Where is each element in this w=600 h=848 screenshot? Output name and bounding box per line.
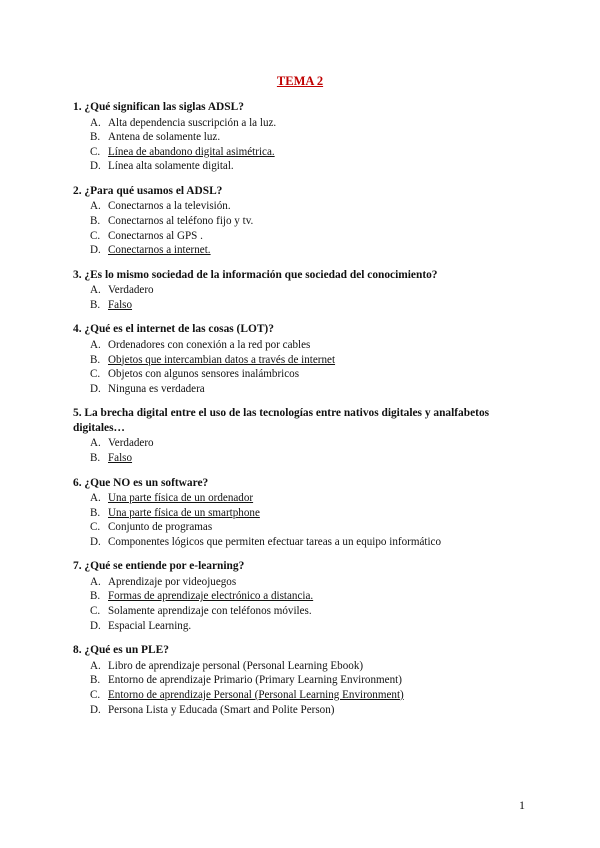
option-letter: A. (90, 575, 101, 588)
question-block (73, 559, 543, 633)
answer-option (73, 199, 543, 214)
option-text: Línea alta solamente digital. (108, 160, 234, 173)
option-letter: D. (90, 535, 101, 548)
answer-option (73, 353, 543, 368)
option-text: Conjunto de programas (108, 521, 213, 534)
question-text: 8. ¿Qué es un PLE? (73, 644, 169, 657)
correct-answer-text: Conectarnos a internet. (108, 244, 211, 257)
option-letter: B. (90, 353, 101, 366)
correct-answer-text: Falso (108, 451, 133, 464)
answer-option (73, 491, 543, 506)
option-letter: B. (90, 298, 101, 311)
option-text: Conectarnos al teléfono fijo y tv. (108, 214, 254, 227)
answer-option (73, 436, 543, 451)
question-block (73, 322, 543, 396)
answer-option (73, 338, 543, 353)
option-text: Persona Lista y Educada (Smart and Polite Person) (108, 703, 335, 716)
option-letter: D. (90, 619, 101, 632)
option-letter: A. (90, 284, 101, 297)
option-text: Solamente aprendizaje con teléfonos móviles. (108, 605, 312, 618)
answer-option (73, 159, 543, 174)
option-text: Antena de solamente luz. (108, 131, 221, 144)
option-letter: C. (90, 521, 101, 534)
option-text: Ordenadores con conexión a la red por cables (108, 338, 311, 351)
answer-option (73, 382, 543, 397)
answer-option (73, 673, 543, 688)
question-text: 5. La brecha digital entre el uso de las tecnologías entre nativos digitales y analfabetos digitales… (73, 407, 490, 434)
option-letter: D. (90, 382, 101, 395)
option-text: Alta dependencia suscripción a la luz. (108, 116, 277, 129)
answer-options (73, 575, 543, 633)
option-letter: B. (90, 214, 101, 227)
question-text: 3. ¿Es lo mismo sociedad de la información que sociedad del conocimiento? (73, 268, 438, 281)
option-letter: A. (90, 492, 101, 504)
option-text: Entorno de aprendizaje Primario (Primary Learning Environment) (108, 674, 402, 687)
answer-option (73, 298, 543, 313)
answer-option (73, 604, 543, 619)
answer-options (73, 283, 543, 312)
answer-option (73, 688, 543, 703)
correct-answer-text: Objetos que intercambian datos a través de internet (108, 353, 336, 366)
answer-option (73, 243, 543, 258)
option-letter: C. (90, 605, 101, 618)
correct-answer-text: Falso (108, 298, 133, 311)
option-letter: B. (90, 674, 101, 687)
option-letter: C. (90, 368, 101, 381)
option-letter: D. (90, 244, 101, 257)
question-text: 7. ¿Qué se entiende por e-learning? (73, 560, 245, 573)
option-letter: A. (90, 437, 101, 450)
option-text: Verdadero (108, 284, 154, 297)
answer-options (73, 436, 543, 465)
option-text: Espacial Learning. (108, 619, 192, 632)
question-text: 1. ¿Qué significan las siglas ADSL? (73, 101, 244, 113)
answer-option (73, 451, 543, 466)
option-text: Conectarnos a la televisión. (108, 200, 231, 213)
document-title: TEMA 2 (276, 74, 324, 88)
option-text: Objetos con algunos sensores inalámbricos (108, 368, 300, 381)
question-text: 4. ¿Qué es el internet de las cosas (LOT)? (73, 323, 274, 336)
page-number: 1 (519, 798, 525, 812)
option-letter: B. (90, 590, 101, 603)
answer-options (73, 659, 543, 717)
question-block (73, 268, 543, 313)
answer-option (73, 214, 543, 229)
answer-option (73, 283, 543, 298)
answer-option (73, 575, 543, 590)
option-letter: A. (90, 659, 101, 672)
answer-option (73, 703, 543, 718)
question-block (73, 406, 543, 465)
option-letter: D. (90, 703, 101, 716)
option-letter: A. (90, 200, 101, 213)
option-letter: A. (90, 338, 101, 351)
option-letter: C. (90, 229, 101, 242)
correct-answer-text: Entorno de aprendizaje Personal (Personal Learning Environment) (108, 688, 404, 701)
answer-option (73, 589, 543, 604)
question-block (73, 184, 543, 258)
answer-option (73, 506, 543, 521)
option-letter: C. (90, 688, 101, 701)
option-text: Componentes lógicos que permiten efectuar tareas a un equipo informático (108, 535, 442, 548)
answer-options (73, 199, 543, 257)
option-text: Libro de aprendizaje personal (Personal Learning Ebook) (108, 659, 364, 672)
question-text: 6. ¿Que NO es un software? (73, 476, 209, 489)
option-letter: B. (90, 131, 101, 144)
answer-option (73, 116, 543, 131)
correct-answer-text: Formas de aprendizaje electrónico a distancia. (108, 590, 314, 603)
correct-answer-text: Una parte física de un ordenador (108, 492, 254, 504)
option-text: Ninguna es verdadera (108, 382, 205, 395)
option-letter: A. (90, 116, 101, 129)
answer-option (73, 130, 543, 145)
question-list (73, 100, 543, 727)
answer-options (73, 338, 543, 396)
question-block (73, 100, 543, 174)
answer-option (73, 659, 543, 674)
option-letter: D. (90, 160, 101, 173)
option-text: Conectarnos al GPS . (108, 229, 203, 242)
answer-option (73, 535, 543, 550)
answer-option (73, 619, 543, 634)
option-text: Aprendizaje por videojuegos (108, 575, 237, 588)
option-text: Verdadero (108, 437, 154, 450)
option-letter: B. (90, 451, 101, 464)
question-text: 2. ¿Para qué usamos el ADSL? (73, 184, 223, 197)
answer-option (73, 229, 543, 244)
question-block (73, 476, 543, 550)
correct-answer-text: Una parte física de un smartphone (108, 506, 260, 519)
answer-options (73, 491, 543, 549)
answer-option (73, 367, 543, 382)
answer-option (73, 145, 543, 160)
question-block (73, 643, 543, 717)
option-letter: C. (90, 145, 101, 158)
answer-options (73, 116, 543, 174)
option-letter: B. (90, 506, 101, 519)
answer-option (73, 520, 543, 535)
correct-answer-text: Línea de abandono digital asimétrica. (108, 145, 275, 158)
